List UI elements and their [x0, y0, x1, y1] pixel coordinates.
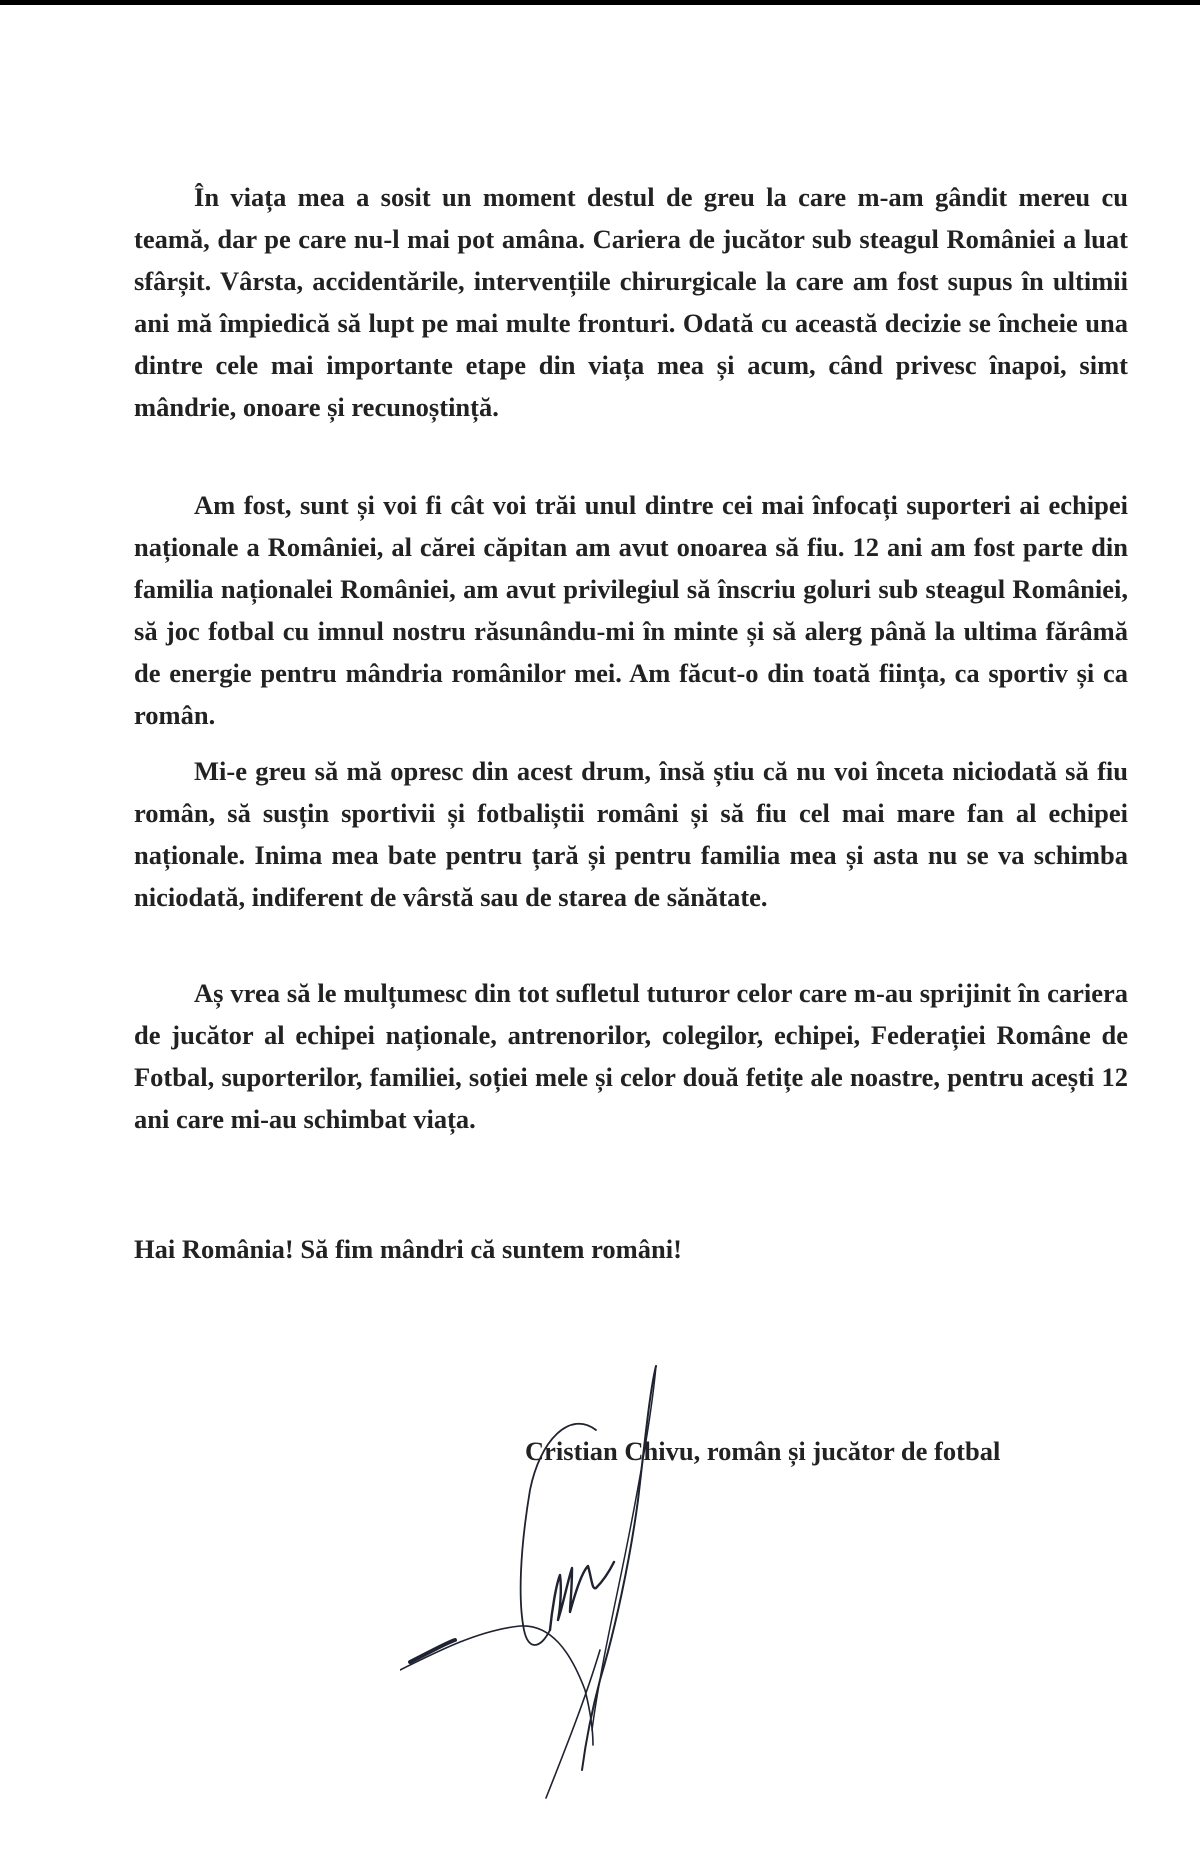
- handwritten-signature-icon: [400, 1350, 820, 1850]
- closing-line: Hai România! Să fim mândri că suntem români!: [134, 1234, 682, 1264]
- paragraph-3: Mi-e greu să mă opresc din acest drum, însă știu că nu voi înceta niciodată să fiu român, să susțin sportivii și fotbaliștii români și să fiu cel mai mare fan al echipei naționale. Inima mea bate pentru țară și pentru familia mea și asta nu se va schimba niciodată, indiferent de vârstă sau de starea de sănătate.: [134, 756, 1128, 912]
- scan-top-border: [0, 0, 1200, 5]
- paragraph-1: În viața mea a sosit un moment destul de greu la care m-am gândit mereu cu teamă, dar pe care nu-l mai pot amâna. Cariera de jucător sub steagul României a luat sfârșit. Vârsta, accidentările, intervențiile chirurgicale la care am fost supus în ultimii ani mă împiedică să lupt pe mai multe fronturi. Odată cu această decizie se încheie una dintre cele mai importante etape din viața mea și acum, când privesc înapoi, simt mândrie, onoare și recunoștință.: [134, 182, 1128, 422]
- paragraph-2: Am fost, sunt și voi fi cât voi trăi unul dintre cei mai înfocați suporteri ai echipei naționale a României, al cărei căpitan am avut onoarea să fiu. 12 ani am fost parte din familia naționalei României, am avut privilegiul să înscriu goluri sub steagul României, să joc fotbal cu imnul nostru răsunându-mi în minte și să alerg până la ultima fărâmă de energie pentru mândria românilor mei. Am făcut-o din toată ființa, ca sportiv și ca român.: [134, 490, 1128, 730]
- paragraph-4: Aș vrea să le mulțumesc din tot sufletul tuturor celor care m-au sprijinit în cariera de jucător al echipei naționale, antrenorilor, colegilor, echipei, Federației Române de Fotbal, suporterilor, familiei, soției mele și celor două fetițe ale noastre, pentru acești 12 ani care mi-au schimbat viața.: [134, 978, 1128, 1134]
- signature-name: Cristian Chivu, român și jucător de fotbal: [525, 1436, 1001, 1466]
